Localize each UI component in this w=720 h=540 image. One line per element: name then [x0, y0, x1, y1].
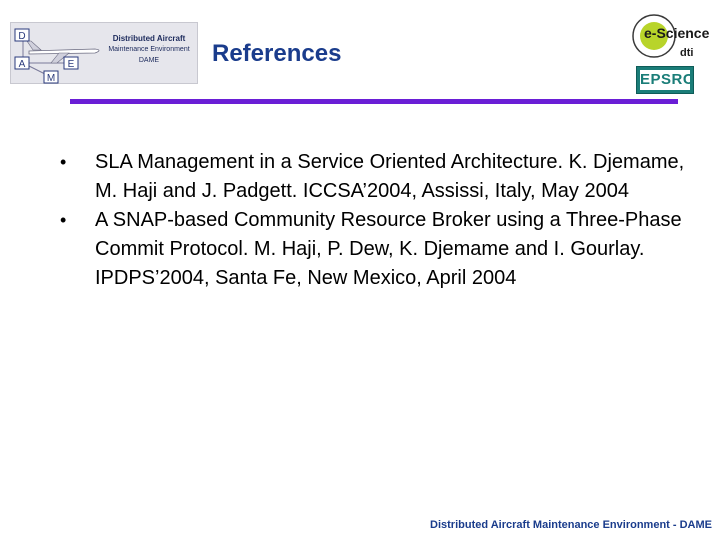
- bullet: •: [60, 152, 67, 172]
- logo-letter-e: E: [67, 59, 75, 70]
- reference-item: [60, 206, 700, 293]
- reference-item: [60, 148, 700, 206]
- logo-letter-a: A: [18, 59, 26, 70]
- escience-logo-sub: dti: [680, 47, 694, 59]
- dame-logo-text: [103, 33, 195, 66]
- escience-logo-graphic: [630, 14, 710, 60]
- escience-logo: [630, 14, 710, 60]
- escience-logo-text: e-Science: [644, 25, 710, 41]
- logo-letter-d: D: [18, 31, 26, 42]
- dame-logo-line3: DAME: [138, 57, 160, 64]
- dame-logo-line1: Distributed Aircraft: [112, 34, 186, 43]
- dame-logo-line2: Maintenance Environment: [108, 46, 190, 53]
- page-title: References: [212, 40, 342, 67]
- reference-text: SLA Management in a Service Oriented Architecture. K. Djemame, M. Haji and J. Padgett. ICCSA’2004, Assissi, Italy, May 2004: [95, 151, 685, 202]
- epsrc-logo: [636, 66, 694, 94]
- dame-logo: [10, 22, 198, 84]
- epsrc-logo-text: EPSRC: [640, 71, 695, 88]
- logo-letter-m: M: [46, 73, 56, 84]
- reference-text: A SNAP-based Community Resource Broker using a Three-Phase Commit Protocol. M. Haji, P. Dew, K. Djemame and I. Gourlay. IPDPS’2004, Santa Fe, New Mexico, April 2004: [95, 209, 682, 289]
- reference-list: [60, 148, 700, 293]
- title-divider: [70, 99, 678, 104]
- footer-text: Distributed Aircraft Maintenance Environment - DAME: [430, 519, 712, 531]
- bullet: •: [60, 210, 67, 230]
